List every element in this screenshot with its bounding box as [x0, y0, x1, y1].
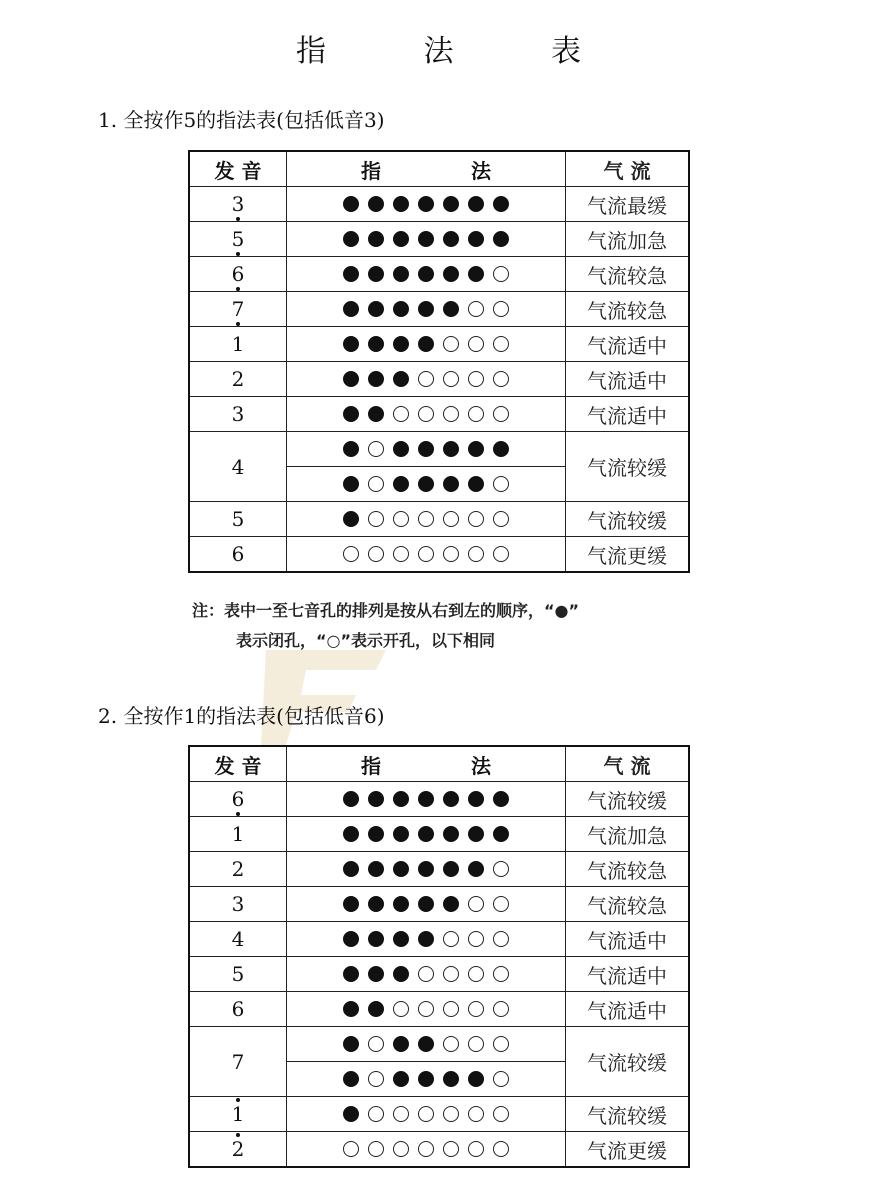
open-hole-icon [443, 546, 459, 562]
open-hole-icon [493, 546, 509, 562]
closed-hole-icon [418, 896, 434, 912]
open-hole-icon [418, 966, 434, 982]
closed-hole-icon [468, 476, 484, 492]
open-hole-icon [468, 336, 484, 352]
airflow-cell: 气流适中 [566, 922, 690, 957]
airflow-cell: 气流适中 [566, 957, 690, 992]
open-hole-icon [493, 931, 509, 947]
closed-hole-icon [418, 826, 434, 842]
open-hole-icon [493, 1106, 509, 1122]
open-hole-icon [493, 301, 509, 317]
closed-hole-icon [418, 931, 434, 947]
note-cell [189, 922, 287, 957]
open-hole-icon [468, 546, 484, 562]
airflow-cell: 气流加急 [566, 222, 690, 257]
open-hole-icon [493, 1001, 509, 1017]
header-fingering [287, 746, 566, 782]
hole-row [287, 826, 565, 842]
closed-hole-icon [393, 371, 409, 387]
closed-hole-icon [418, 266, 434, 282]
note-label: 2 [231, 367, 245, 391]
closed-hole-icon [368, 791, 384, 807]
closed-hole-icon [443, 476, 459, 492]
hole-row [287, 861, 565, 877]
closed-hole-icon [393, 896, 409, 912]
closed-hole-icon [368, 931, 384, 947]
table-2-body [189, 782, 689, 1168]
table-row [189, 1132, 689, 1168]
open-hole-icon [493, 1071, 509, 1087]
closed-hole-icon [368, 196, 384, 212]
fingering-cell [287, 852, 566, 887]
closed-hole-icon [418, 196, 434, 212]
note-label: 6 [231, 787, 245, 811]
table-row [189, 327, 689, 362]
section-2-heading: 2. 全按作1的指法表(包括低音6) [98, 704, 385, 728]
open-hole-icon [443, 966, 459, 982]
table-row [189, 292, 689, 327]
closed-hole-icon [468, 861, 484, 877]
closed-hole-icon [418, 1036, 434, 1052]
open-hole-icon [393, 406, 409, 422]
note-label: 1 [231, 822, 245, 846]
open-hole-icon [418, 1141, 434, 1157]
table-row [189, 397, 689, 432]
open-hole-icon [443, 371, 459, 387]
open-hole-icon [393, 1106, 409, 1122]
closed-hole-icon [493, 791, 509, 807]
closed-hole-icon [343, 441, 359, 457]
airflow-cell: 气流较缓 [566, 432, 690, 502]
open-hole-icon [418, 1106, 434, 1122]
closed-hole-icon [418, 791, 434, 807]
fingering-cell [287, 432, 566, 467]
open-hole-icon [418, 511, 434, 527]
hole-row [287, 196, 565, 212]
header-fingering-a: 指 [361, 753, 381, 778]
closed-hole-icon [343, 266, 359, 282]
closed-hole-icon [368, 861, 384, 877]
note-label: 1 [231, 1102, 245, 1126]
open-hole-icon [443, 1141, 459, 1157]
open-hole-icon [393, 1001, 409, 1017]
closed-hole-icon [468, 441, 484, 457]
table-row [189, 922, 689, 957]
open-hole-icon [443, 336, 459, 352]
note-label: 3 [231, 402, 245, 426]
note-label: 6 [231, 542, 245, 566]
fingering-cell [287, 1062, 566, 1097]
closed-hole-icon [343, 826, 359, 842]
open-hole-icon [468, 406, 484, 422]
open-hole-icon [493, 511, 509, 527]
closed-hole-icon [393, 476, 409, 492]
open-hole-icon [493, 336, 509, 352]
open-hole-icon [468, 1036, 484, 1052]
closed-hole-icon [343, 511, 359, 527]
airflow-cell: 气流更缓 [566, 1132, 690, 1168]
fingering-cell [287, 922, 566, 957]
closed-hole-icon [418, 1071, 434, 1087]
hole-row [287, 231, 565, 247]
fingering-cell [287, 292, 566, 327]
closed-hole-icon [393, 266, 409, 282]
airflow-cell: 气流更缓 [566, 537, 690, 573]
section-1-heading: 1. 全按作5的指法表(包括低音3) [98, 108, 385, 132]
hole-row [287, 1001, 565, 1017]
airflow-cell: 气流适中 [566, 327, 690, 362]
table-row [189, 957, 689, 992]
closed-hole-icon [343, 1001, 359, 1017]
closed-hole-icon [343, 301, 359, 317]
open-hole-icon [468, 931, 484, 947]
table-row [189, 432, 689, 467]
closed-hole-icon [393, 826, 409, 842]
closed-hole-icon [468, 196, 484, 212]
airflow-cell: 气流较缓 [566, 1027, 690, 1097]
airflow-cell: 气流适中 [566, 397, 690, 432]
closed-hole-icon [418, 476, 434, 492]
table-row [189, 222, 689, 257]
note-label: 3 [231, 192, 245, 216]
closed-hole-icon [343, 336, 359, 352]
note-cell [189, 257, 287, 292]
fingering-table-1 [188, 150, 690, 573]
note-cell [189, 887, 287, 922]
closed-hole-icon [393, 336, 409, 352]
fingering-cell [287, 257, 566, 292]
note-label: 5 [231, 962, 245, 986]
table-1-body [189, 187, 689, 573]
open-hole-icon [368, 441, 384, 457]
table-row [189, 1097, 689, 1132]
note-cell [189, 1132, 287, 1168]
footnote-line-1: 注：表中一至七音孔的排列是按从右到左的顺序，“●” [192, 601, 579, 620]
hole-row [287, 301, 565, 317]
closed-hole-icon [443, 266, 459, 282]
hole-row [287, 791, 565, 807]
fingering-cell [287, 992, 566, 1027]
airflow-cell: 气流较急 [566, 257, 690, 292]
closed-hole-icon [368, 371, 384, 387]
open-hole-icon [468, 301, 484, 317]
hole-row [287, 966, 565, 982]
open-hole-icon [493, 266, 509, 282]
note-label: 3 [231, 892, 245, 916]
closed-hole-icon [393, 1071, 409, 1087]
table-row [189, 817, 689, 852]
open-hole-icon [468, 1001, 484, 1017]
closed-hole-icon [493, 231, 509, 247]
open-hole-icon [468, 511, 484, 527]
closed-hole-icon [393, 231, 409, 247]
closed-hole-icon [493, 441, 509, 457]
closed-hole-icon [343, 1071, 359, 1087]
closed-hole-icon [393, 861, 409, 877]
header-fingering-a: 指 [361, 158, 381, 183]
closed-hole-icon [368, 336, 384, 352]
hole-row [287, 1036, 565, 1052]
note-cell [189, 1027, 287, 1097]
closed-hole-icon [418, 231, 434, 247]
hole-row [287, 371, 565, 387]
note-cell [189, 397, 287, 432]
note-label: 6 [231, 262, 245, 286]
closed-hole-icon [343, 966, 359, 982]
note-cell [189, 292, 287, 327]
fingering-cell [287, 887, 566, 922]
note-label: 2 [231, 857, 245, 881]
closed-hole-icon [368, 826, 384, 842]
note-cell [189, 327, 287, 362]
closed-hole-icon [468, 231, 484, 247]
open-hole-icon [343, 546, 359, 562]
note-cell [189, 1097, 287, 1132]
open-hole-icon [368, 546, 384, 562]
table-row [189, 537, 689, 573]
note-label: 4 [231, 927, 245, 951]
header-note: 发 音 [189, 746, 287, 782]
closed-hole-icon [443, 896, 459, 912]
open-hole-icon [368, 511, 384, 527]
open-hole-icon [443, 1106, 459, 1122]
airflow-cell: 气流较缓 [566, 782, 690, 817]
open-hole-icon [493, 371, 509, 387]
closed-hole-icon [393, 196, 409, 212]
note-label: 4 [231, 454, 245, 479]
closed-hole-icon [343, 896, 359, 912]
closed-hole-icon [343, 1106, 359, 1122]
fingering-cell [287, 467, 566, 502]
open-hole-icon [393, 511, 409, 527]
airflow-cell: 气流最缓 [566, 187, 690, 222]
closed-hole-icon [418, 301, 434, 317]
table-row [189, 782, 689, 817]
hole-row [287, 1141, 565, 1157]
table-row [189, 852, 689, 887]
header-fingering-b: 法 [471, 158, 491, 183]
closed-hole-icon [343, 406, 359, 422]
open-hole-icon [468, 966, 484, 982]
closed-hole-icon [368, 1001, 384, 1017]
fingering-cell [287, 817, 566, 852]
closed-hole-icon [493, 196, 509, 212]
airflow-cell: 气流加急 [566, 817, 690, 852]
open-hole-icon [343, 1141, 359, 1157]
closed-hole-icon [368, 406, 384, 422]
open-hole-icon [468, 896, 484, 912]
closed-hole-icon [368, 266, 384, 282]
open-hole-icon [493, 861, 509, 877]
open-hole-icon [418, 371, 434, 387]
table-row [189, 502, 689, 537]
page-title: 指 法 表 [295, 34, 626, 69]
fingering-cell [287, 1027, 566, 1062]
open-hole-icon [368, 476, 384, 492]
closed-hole-icon [443, 791, 459, 807]
open-hole-icon [443, 1001, 459, 1017]
closed-hole-icon [343, 371, 359, 387]
closed-hole-icon [393, 301, 409, 317]
open-hole-icon [393, 1141, 409, 1157]
note-label: 7 [231, 297, 245, 321]
open-hole-icon [443, 1036, 459, 1052]
header-note: 发 音 [189, 151, 287, 187]
closed-hole-icon [443, 231, 459, 247]
header-fingering-b: 法 [471, 753, 491, 778]
table-row [189, 362, 689, 397]
closed-hole-icon [343, 861, 359, 877]
open-hole-icon [368, 1036, 384, 1052]
airflow-cell: 气流适中 [566, 362, 690, 397]
open-hole-icon [493, 476, 509, 492]
open-hole-icon [368, 1141, 384, 1157]
open-hole-icon [418, 546, 434, 562]
hole-row [287, 896, 565, 912]
note-cell [189, 432, 287, 502]
closed-hole-icon [468, 266, 484, 282]
note-cell [189, 222, 287, 257]
fingering-cell [287, 187, 566, 222]
airflow-cell: 气流较急 [566, 852, 690, 887]
closed-hole-icon [393, 441, 409, 457]
open-hole-icon [468, 1106, 484, 1122]
closed-hole-icon [418, 441, 434, 457]
closed-hole-icon [343, 196, 359, 212]
airflow-cell: 气流较急 [566, 292, 690, 327]
airflow-cell: 气流较急 [566, 887, 690, 922]
note-cell [189, 992, 287, 1027]
open-hole-icon [368, 1071, 384, 1087]
open-hole-icon [418, 406, 434, 422]
footnote-line-2: 表示闭孔，“○”表示开孔，以下相同 [236, 631, 495, 650]
hole-row [287, 1106, 565, 1122]
hole-row [287, 546, 565, 562]
open-hole-icon [468, 371, 484, 387]
open-hole-icon [393, 546, 409, 562]
closed-hole-icon [343, 931, 359, 947]
fingering-cell [287, 502, 566, 537]
fingering-cell [287, 222, 566, 257]
closed-hole-icon [343, 476, 359, 492]
open-hole-icon [468, 1141, 484, 1157]
closed-hole-icon [468, 826, 484, 842]
open-hole-icon [443, 931, 459, 947]
closed-hole-icon [418, 336, 434, 352]
hole-row [287, 1071, 565, 1087]
closed-hole-icon [443, 826, 459, 842]
closed-hole-icon [368, 231, 384, 247]
closed-hole-icon [368, 896, 384, 912]
hole-row [287, 931, 565, 947]
table-row [189, 187, 689, 222]
note-cell [189, 852, 287, 887]
open-hole-icon [368, 1106, 384, 1122]
fingering-cell [287, 397, 566, 432]
closed-hole-icon [443, 861, 459, 877]
note-cell [189, 817, 287, 852]
note-cell [189, 782, 287, 817]
header-airflow: 气 流 [566, 151, 690, 187]
note-label: 5 [231, 227, 245, 251]
open-hole-icon [418, 1001, 434, 1017]
closed-hole-icon [393, 791, 409, 807]
closed-hole-icon [343, 1036, 359, 1052]
open-hole-icon [493, 966, 509, 982]
airflow-cell: 气流适中 [566, 992, 690, 1027]
closed-hole-icon [468, 1071, 484, 1087]
fingering-cell [287, 1132, 566, 1168]
hole-row [287, 336, 565, 352]
closed-hole-icon [368, 301, 384, 317]
open-hole-icon [493, 406, 509, 422]
airflow-cell: 气流较缓 [566, 502, 690, 537]
airflow-cell: 气流较缓 [566, 1097, 690, 1132]
open-hole-icon [493, 1141, 509, 1157]
closed-hole-icon [343, 231, 359, 247]
table-row [189, 257, 689, 292]
hole-row [287, 441, 565, 457]
fingering-cell [287, 327, 566, 362]
hole-row [287, 511, 565, 527]
hole-row [287, 476, 565, 492]
table-row [189, 992, 689, 1027]
note-label: 7 [231, 1049, 245, 1074]
header-airflow: 气 流 [566, 746, 690, 782]
closed-hole-icon [393, 1036, 409, 1052]
watermark-logo [246, 640, 396, 750]
note-label: 1 [231, 332, 245, 356]
note-cell [189, 502, 287, 537]
table-row [189, 1027, 689, 1062]
header-fingering [287, 151, 566, 187]
closed-hole-icon [393, 931, 409, 947]
closed-hole-icon [443, 1071, 459, 1087]
closed-hole-icon [443, 196, 459, 212]
closed-hole-icon [393, 966, 409, 982]
note-cell [189, 957, 287, 992]
closed-hole-icon [443, 441, 459, 457]
fingering-cell [287, 782, 566, 817]
open-hole-icon [443, 511, 459, 527]
note-label: 2 [231, 1137, 245, 1161]
open-hole-icon [493, 1036, 509, 1052]
open-hole-icon [443, 406, 459, 422]
note-label: 6 [231, 997, 245, 1021]
fingering-cell [287, 1097, 566, 1132]
note-cell [189, 537, 287, 573]
open-hole-icon [493, 896, 509, 912]
closed-hole-icon [368, 966, 384, 982]
note-cell [189, 187, 287, 222]
closed-hole-icon [418, 861, 434, 877]
closed-hole-icon [468, 791, 484, 807]
fingering-table-2 [188, 745, 690, 1168]
fingering-cell [287, 362, 566, 397]
closed-hole-icon [443, 301, 459, 317]
note-cell [189, 362, 287, 397]
closed-hole-icon [493, 826, 509, 842]
fingering-cell [287, 537, 566, 573]
closed-hole-icon [343, 791, 359, 807]
hole-row [287, 406, 565, 422]
hole-row [287, 266, 565, 282]
table-row [189, 887, 689, 922]
note-label: 5 [231, 507, 245, 531]
fingering-cell [287, 957, 566, 992]
